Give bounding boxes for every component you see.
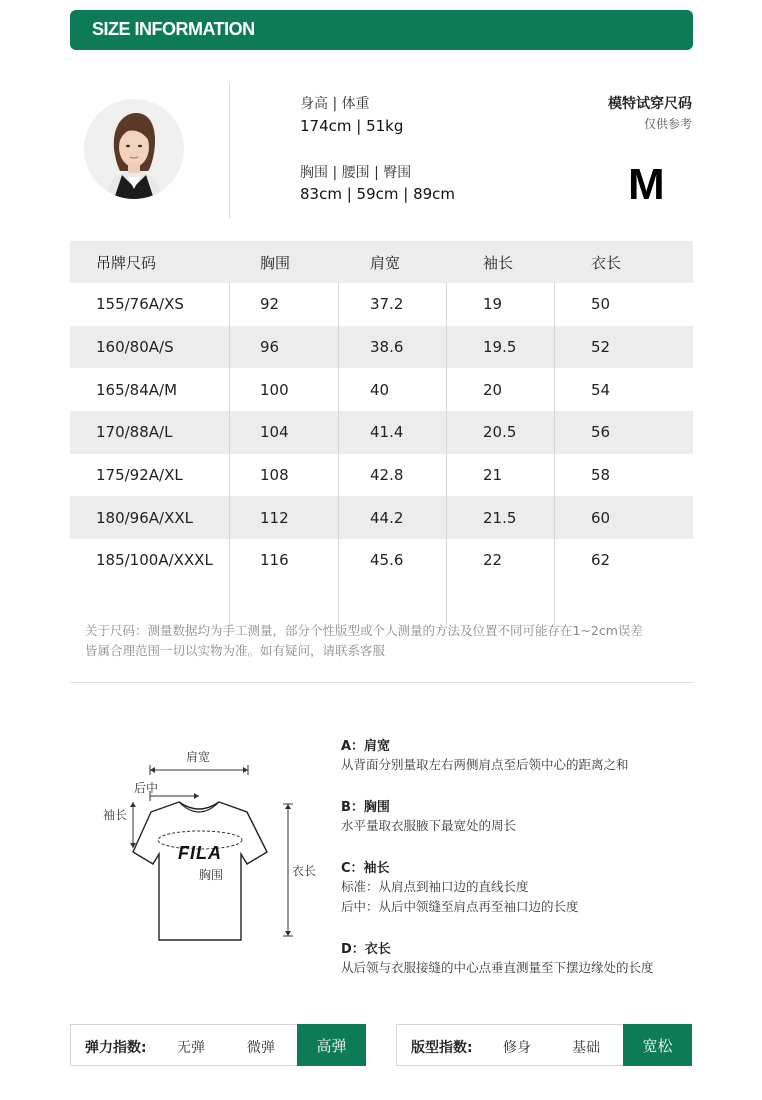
cell-tag-size: 165/84A/M (96, 380, 178, 399)
cell-sleeve: 20 (483, 380, 503, 399)
fit-index (396, 1024, 692, 1066)
fit-title: 版型指数: (411, 1040, 473, 1056)
column-divider (446, 283, 447, 625)
column-divider (338, 283, 339, 625)
cell-sleeve: 21.5 (483, 508, 517, 527)
cell-length: 60 (591, 508, 611, 527)
cell-length: 52 (591, 338, 611, 357)
cell-sleeve: 22 (483, 551, 503, 570)
table-row (70, 368, 693, 411)
table-row (70, 411, 693, 454)
cell-tag-size: 185/100A/XXXL (96, 551, 213, 570)
elasticity-option-none: 无弹 (177, 1040, 205, 1056)
fit-option-basic: 基础 (572, 1040, 600, 1056)
table-row (70, 496, 693, 539)
cell-chest: 104 (260, 423, 289, 442)
cell-chest: 96 (260, 338, 280, 357)
header-length: 衣长 (591, 253, 622, 272)
measure-d-desc: 从后领与衣服接缝的中心点垂直测量至下摆边缘处的长度 (341, 960, 654, 975)
elasticity-option-slight: 微弹 (247, 1040, 275, 1056)
figure-label-length: 衣长 (292, 864, 317, 878)
elasticity-option-high-selected: 高弹 (297, 1024, 366, 1066)
table-row (70, 283, 693, 326)
section-title: SIZE INFORMATION (92, 19, 255, 39)
measure-c-desc: 标准：从肩点到袖口边的直线长度 (341, 879, 529, 894)
cell-chest: 92 (260, 295, 280, 314)
figure-label-sleeve: 袖长 (103, 808, 128, 822)
cell-tag-size: 160/80A/S (96, 338, 174, 357)
column-divider (554, 283, 555, 625)
cell-sleeve: 19 (483, 295, 503, 314)
cell-chest: 108 (260, 466, 289, 485)
cell-shoulder: 40 (370, 380, 390, 399)
size-note (85, 621, 705, 661)
cell-shoulder: 44.2 (370, 508, 404, 527)
model-divider (229, 82, 230, 218)
measure-c-title: C：袖长 (341, 861, 390, 876)
cell-chest: 100 (260, 380, 289, 399)
elasticity-index (70, 1024, 365, 1066)
model-try-size-title: 模特试穿尺码 (608, 96, 692, 112)
table-row (70, 326, 693, 369)
measure-a-desc: 从背面分别量取左右两侧肩点至后领中心的距离之和 (341, 757, 629, 772)
model-try-size-value: M (628, 160, 665, 209)
fila-logo: FILA (178, 843, 222, 863)
header-chest: 胸围 (260, 253, 291, 272)
measure-b-title: B：胸围 (341, 800, 390, 815)
cell-tag-size: 170/88A/L (96, 423, 173, 442)
cell-chest: 116 (260, 551, 289, 570)
cell-tag-size: 180/96A/XXL (96, 508, 193, 527)
height-weight-label: 身高 | 体重 (300, 96, 370, 112)
body-measure-value: 83cm | 59cm | 89cm (300, 185, 456, 203)
size-note-line: 皆属合理范围一切以实物为准。如有疑问，请联系客服 (85, 643, 386, 658)
model-avatar (84, 99, 184, 199)
elasticity-title: 弹力指数: (85, 1040, 147, 1056)
table-row (70, 539, 693, 582)
cell-length: 56 (591, 423, 611, 442)
table-header-row (70, 241, 693, 283)
cell-shoulder: 38.6 (370, 338, 404, 357)
figure-label-chest: 胸围 (199, 868, 224, 882)
cell-shoulder: 37.2 (370, 295, 404, 314)
cell-sleeve: 19.5 (483, 338, 517, 357)
section-header (70, 10, 693, 50)
body-measure-label: 胸围 | 腰围 | 臀围 (300, 165, 412, 181)
table-row (70, 454, 693, 497)
header-tag-size: 吊牌尺码 (96, 253, 157, 272)
header-shoulder: 肩宽 (370, 253, 401, 272)
measure-a-title: A：肩宽 (341, 739, 391, 754)
cell-length: 62 (591, 551, 611, 570)
size-table (70, 241, 693, 582)
model-try-size-note: 仅供参考 (643, 117, 692, 131)
cell-sleeve: 21 (483, 466, 503, 485)
size-note-line: 关于尺码：测量数据均为手工测量，部分个性版型或个人测量的方法及位置不同可能存在1~2cm误差 (85, 623, 643, 638)
cell-chest: 112 (260, 508, 289, 527)
measure-c-desc: 后中：从后中领缝至肩点再至袖口边的长度 (341, 899, 579, 914)
measure-d-title: D：衣长 (341, 942, 391, 957)
measure-b-desc: 水平量取衣服腋下最宽处的周长 (341, 818, 517, 833)
section-divider (70, 682, 693, 683)
column-divider (229, 283, 230, 625)
figure-label-back-center: 后中 (134, 781, 159, 795)
cell-shoulder: 45.6 (370, 551, 404, 570)
figure-label-shoulder: 肩宽 (186, 750, 211, 764)
height-weight-value: 174cm | 51kg (300, 117, 404, 135)
cell-tag-size: 155/76A/XS (96, 295, 184, 314)
fit-option-slim: 修身 (503, 1040, 531, 1056)
cell-shoulder: 42.8 (370, 466, 404, 485)
cell-sleeve: 20.5 (483, 423, 517, 442)
cell-tag-size: 175/92A/XL (96, 466, 183, 485)
fit-option-loose-selected: 宽松 (623, 1024, 692, 1066)
cell-shoulder: 41.4 (370, 423, 404, 442)
header-sleeve: 袖长 (483, 253, 514, 272)
cell-length: 58 (591, 466, 611, 485)
cell-length: 50 (591, 295, 611, 314)
cell-length: 54 (591, 380, 611, 399)
